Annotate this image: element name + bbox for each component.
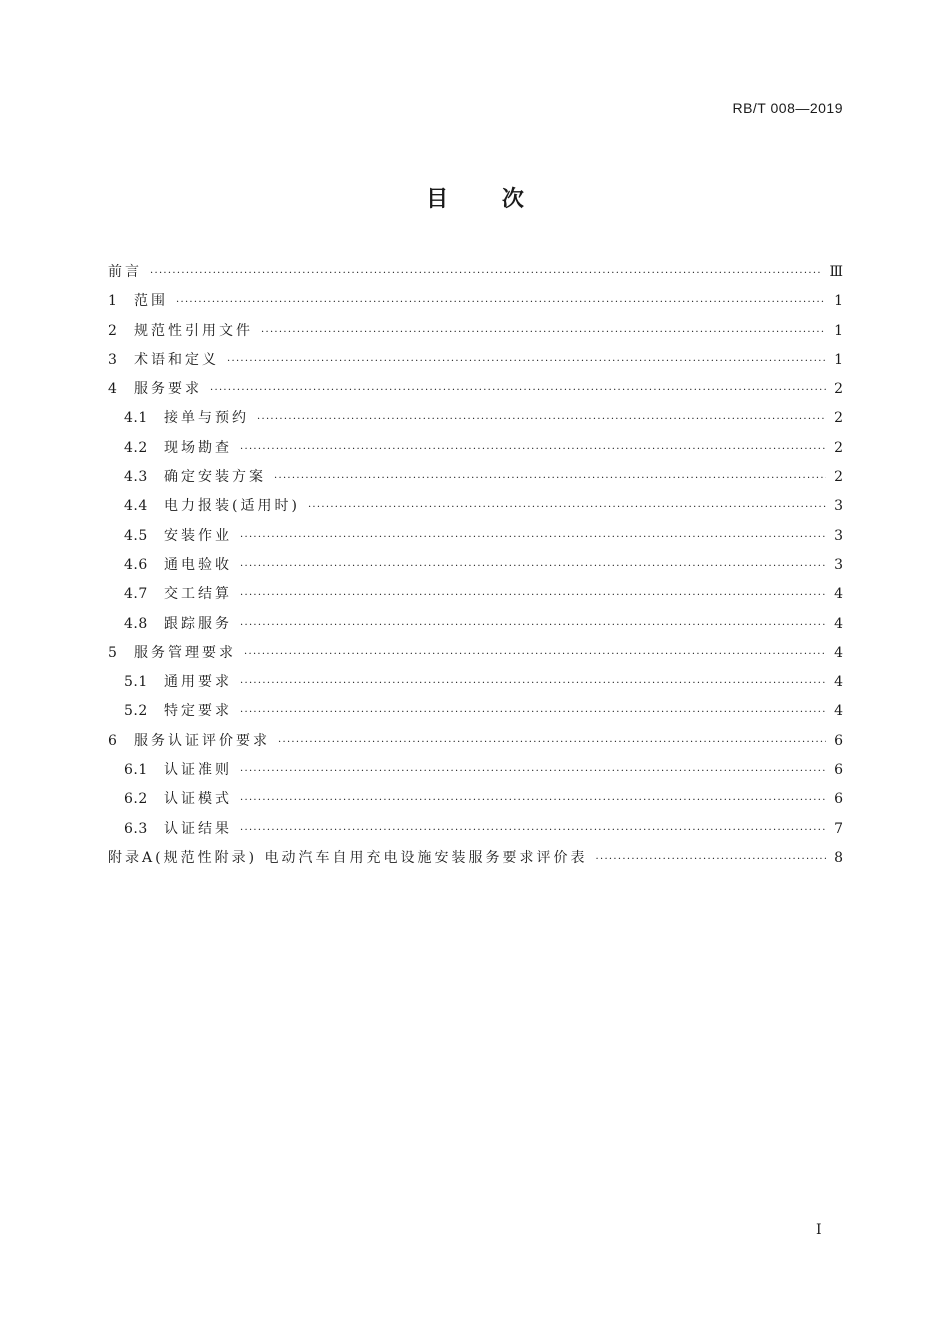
dot-leader (257, 405, 826, 434)
toc-entry[interactable] (108, 844, 843, 873)
toc-entry[interactable] (108, 463, 843, 492)
dot-leader (240, 611, 826, 640)
toc-entry-label: 服务管理要求 (134, 644, 236, 661)
dot-leader (240, 698, 826, 727)
toc-entry[interactable] (108, 522, 843, 551)
dot-leader (240, 581, 826, 610)
toc-entry-label: 通用要求 (164, 674, 232, 691)
toc-entry[interactable] (108, 375, 843, 404)
dot-leader (240, 669, 826, 698)
toc-entry-number: 4.1 (124, 410, 148, 427)
toc-entry-number: 4.2 (124, 439, 148, 456)
toc-entry[interactable] (108, 639, 843, 668)
toc-entry-page: 3 (834, 556, 843, 573)
toc-entry-label: 服务认证评价要求 (134, 732, 270, 749)
toc-entry-page: 3 (834, 527, 843, 544)
toc-entry-page: 7 (834, 820, 843, 837)
toc-entry-label: 安装作业 (164, 527, 232, 544)
toc-entry-number: 5 (108, 644, 118, 661)
document-code: RB/T 008—2019 (732, 100, 843, 116)
toc-entry-page: 2 (834, 410, 843, 427)
table-of-contents (108, 258, 843, 873)
dot-leader (210, 376, 826, 405)
toc-entry[interactable] (108, 697, 843, 726)
toc-entry-page: 1 (834, 322, 843, 339)
toc-entry-label: 范围 (134, 293, 168, 310)
toc-entry[interactable] (108, 727, 843, 756)
dot-leader (274, 464, 826, 493)
toc-entry-number: 4.4 (124, 498, 148, 515)
toc-entry-number: 6.2 (124, 791, 148, 808)
dot-leader (240, 523, 826, 552)
toc-entry-page: 6 (834, 791, 843, 808)
toc-entry-label: 确定安装方案 (164, 469, 266, 486)
dot-leader (150, 259, 821, 288)
toc-entry-number: 4.8 (124, 615, 148, 632)
page-number: Ⅰ (816, 1222, 822, 1238)
toc-entry-page: 4 (834, 644, 843, 661)
toc-entry-number: 5.1 (124, 674, 148, 691)
toc-entry-page: 3 (834, 498, 843, 515)
toc-entry[interactable] (108, 346, 843, 375)
toc-entry[interactable] (108, 317, 843, 346)
toc-entry-page: 6 (834, 732, 843, 749)
dot-leader (244, 640, 826, 669)
toc-entry-label: 认证结果 (164, 820, 232, 837)
toc-entry-page: 1 (834, 293, 843, 310)
page-title: 目 次 (426, 187, 524, 212)
toc-entry-number: 3 (108, 351, 118, 368)
toc-entry[interactable] (108, 258, 843, 287)
toc-entry[interactable] (108, 434, 843, 463)
toc-entry-page: 4 (834, 703, 843, 720)
toc-entry-label: 接单与预约 (164, 410, 249, 427)
toc-entry-number: 4.7 (124, 586, 148, 603)
toc-entry[interactable] (108, 785, 843, 814)
toc-entry[interactable] (108, 404, 843, 433)
toc-entry-number: 4.3 (124, 469, 148, 486)
toc-entry-label: 认证准则 (164, 762, 232, 779)
toc-entry-label: 通电验收 (164, 556, 232, 573)
toc-entry[interactable] (108, 580, 843, 609)
toc-entry-number: 5.2 (124, 703, 148, 720)
toc-entry-page: 1 (834, 351, 843, 368)
dot-leader (261, 318, 826, 347)
dot-leader (240, 786, 826, 815)
toc-entry[interactable] (108, 287, 843, 316)
toc-entry-label: 跟踪服务 (164, 615, 232, 632)
dot-leader (176, 288, 826, 317)
toc-entry[interactable] (108, 551, 843, 580)
toc-entry-number: 6 (108, 732, 118, 749)
dot-leader (240, 757, 826, 786)
toc-entry-label: 服务要求 (134, 381, 202, 398)
dot-leader (227, 347, 826, 376)
toc-entry[interactable] (108, 610, 843, 639)
toc-entry-number: 6.3 (124, 820, 148, 837)
toc-entry-label: 电力报装(适用时) (164, 498, 300, 515)
toc-entry-page: 4 (834, 586, 843, 603)
toc-entry-page: 2 (834, 439, 843, 456)
toc-entry-label: 特定要求 (164, 703, 232, 720)
toc-entry[interactable] (108, 668, 843, 697)
toc-entry-number: 4 (108, 381, 118, 398)
dot-leader (595, 845, 826, 874)
toc-entry-label: 现场勘查 (164, 439, 232, 456)
toc-entry-page: 2 (834, 381, 843, 398)
toc-entry-number: 1 (108, 293, 118, 310)
toc-entry-page: Ⅲ (829, 264, 843, 280)
toc-entry-label: 认证模式 (164, 791, 232, 808)
toc-entry-label: 交工结算 (164, 586, 232, 603)
toc-entry-label: 术语和定义 (134, 351, 219, 368)
toc-entry-number: 6.1 (124, 762, 148, 779)
toc-entry-label: 前言 (108, 264, 142, 280)
toc-entry-page: 4 (834, 674, 843, 691)
toc-entry-page: 6 (834, 762, 843, 779)
toc-entry[interactable] (108, 756, 843, 785)
toc-entry-page: 2 (834, 469, 843, 486)
dot-leader (240, 435, 826, 464)
toc-entry-number: 4.5 (124, 527, 148, 544)
toc-entry-number: 4.6 (124, 556, 148, 573)
toc-entry-page: 4 (834, 615, 843, 632)
toc-entry-label: 规范性引用文件 (134, 322, 253, 339)
toc-entry[interactable] (108, 492, 843, 521)
toc-entry-label: 附录A(规范性附录) 电动汽车自用充电设施安装服务要求评价表 (108, 849, 588, 866)
toc-entry[interactable] (108, 815, 843, 844)
dot-leader (240, 552, 826, 581)
toc-entry-number: 2 (108, 322, 118, 339)
toc-entry-page: 8 (834, 849, 843, 866)
dot-leader (308, 493, 826, 522)
dot-leader (240, 816, 826, 845)
dot-leader (278, 728, 826, 757)
